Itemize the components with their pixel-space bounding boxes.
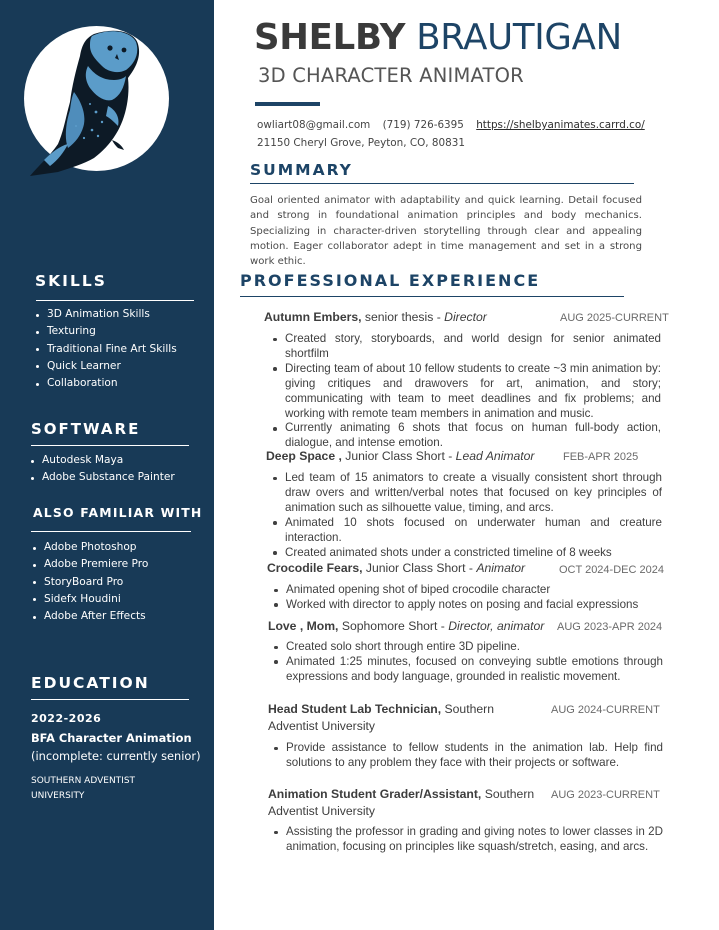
job-context: senior thesis - bbox=[361, 310, 445, 324]
list-item: Animated 1:25 minutes, focused on conveying subtle emotions through expressions and body language, grounded in realistic movement. bbox=[273, 655, 663, 685]
job-header bbox=[267, 561, 525, 575]
job-context: Junior Class Short - bbox=[341, 449, 456, 463]
list-item: Animated 10 shots focused on underwater human and creature interaction. bbox=[272, 516, 662, 546]
list-item: Collaboration bbox=[36, 375, 177, 392]
address: 21150 Cheryl Grove, Peyton, CO, 80831 bbox=[257, 137, 465, 149]
last-name: BRAUTIGAN bbox=[416, 17, 622, 58]
summary-divider bbox=[250, 183, 634, 184]
job-bullets bbox=[273, 583, 665, 613]
job-project: Deep Space , bbox=[266, 449, 342, 463]
job-header bbox=[268, 786, 543, 820]
sidebar bbox=[0, 0, 214, 930]
list-item: Led team of 15 animators to create a visually consistent short through draw overs and written/verbal notes that focused on key principles of animation such as silhouette value, timing, and arcs. bbox=[272, 471, 662, 516]
list-item: Traditional Fine Art Skills bbox=[36, 341, 177, 358]
education-title: EDUCATION bbox=[31, 674, 150, 692]
job-date: OCT 2024-DEC 2024 bbox=[559, 564, 664, 576]
candidate-name bbox=[254, 17, 622, 58]
job-bullets bbox=[272, 332, 661, 451]
job-project: Love , Mom, bbox=[268, 619, 339, 633]
list-item: Quick Learner bbox=[36, 358, 177, 375]
list-item: Adobe After Effects bbox=[33, 608, 148, 625]
list-item: Sidefx Houdini bbox=[33, 591, 148, 608]
summary-title: SUMMARY bbox=[250, 161, 353, 179]
job-bullets bbox=[273, 741, 663, 771]
skills-divider bbox=[36, 300, 194, 301]
profile-photo bbox=[24, 26, 169, 171]
list-item: Worked with director to apply notes on posing and facial expressions bbox=[273, 598, 665, 613]
job-position: Lead Animator bbox=[455, 449, 535, 463]
skills-title: SKILLS bbox=[35, 272, 107, 290]
list-item: Adobe Photoshop bbox=[33, 539, 148, 556]
job-date: AUG 2023-CURRENT bbox=[551, 789, 660, 801]
job-employer: Southern Adventist University bbox=[268, 787, 535, 818]
list-item: StoryBoard Pro bbox=[33, 574, 148, 591]
website-link[interactable]: https://shelbyanimates.carrd.co/ bbox=[476, 119, 645, 131]
job-date: AUG 2025-CURRENT bbox=[560, 312, 669, 324]
job-bullets bbox=[272, 471, 662, 560]
education-divider bbox=[31, 699, 189, 700]
barn-owl-icon bbox=[24, 26, 169, 171]
summary-text: Goal oriented animator with adaptability and quick learning. Detail focused and strong in foundational animation principles and body mechanics. Specializing in character-driven storytelling through clear and appealing motion. Eager collaborator adept in time management and set in a strong work ethic. bbox=[250, 195, 642, 268]
job-bullets bbox=[273, 825, 663, 855]
list-item: Texturing bbox=[36, 323, 177, 340]
education-note: (incomplete: currently senior) bbox=[31, 749, 201, 763]
familiar-list bbox=[33, 539, 148, 625]
list-item: 3D Animation Skills bbox=[36, 306, 177, 323]
job-header bbox=[264, 310, 487, 324]
job-project: Crocodile Fears, bbox=[267, 561, 363, 575]
contact-line bbox=[257, 119, 645, 131]
email[interactable]: owliart08@gmail.com bbox=[257, 119, 371, 131]
job-header bbox=[268, 701, 508, 735]
job-header bbox=[268, 619, 544, 633]
familiar-title: ALSO FAMILIAR WITH bbox=[33, 505, 203, 520]
job-bullets bbox=[273, 640, 663, 685]
list-item: Provide assistance to fellow students in the animation lab. Help find solutions to any problem they face with their projects or software. bbox=[273, 741, 663, 771]
list-item: Currently animating 6 shots that focus on human full-body action, dialogue, and intense emotion. bbox=[272, 421, 661, 451]
education-school: SOUTHERN ADVENTIST UNIVERSITY bbox=[31, 776, 136, 801]
list-item: Animated opening shot of biped crocodile character bbox=[273, 583, 665, 598]
job-date: AUG 2024-CURRENT bbox=[551, 704, 660, 716]
list-item: Assisting the professor in grading and giving notes to lower classes in 2D animation, focusing on principles like squash/stretch, easing, and arcs. bbox=[273, 825, 663, 855]
software-divider bbox=[31, 445, 189, 446]
job-header bbox=[266, 449, 535, 463]
job-title: Animation Student Grader/Assistant, bbox=[268, 787, 482, 801]
education-years: 2022-2026 bbox=[31, 712, 102, 725]
job-position: Animator bbox=[476, 561, 526, 575]
list-item: Adobe Premiere Pro bbox=[33, 556, 148, 573]
software-list bbox=[31, 452, 175, 487]
job-context: Junior Class Short - bbox=[362, 561, 477, 575]
list-item: Adobe Substance Painter bbox=[31, 469, 175, 486]
list-item: Created story, storyboards, and world design for senior animated shortfilm bbox=[272, 332, 661, 362]
job-project: Autumn Embers, bbox=[264, 310, 362, 324]
list-item: Autodesk Maya bbox=[31, 452, 175, 469]
job-position: Director, animator bbox=[448, 619, 545, 633]
job-title: Head Student Lab Technician, bbox=[268, 702, 442, 716]
list-item: Directing team of about 10 fellow students to create ~3 min animation by: giving critiques and drawovers for art, animation, and story; communicating with team to meet deadlines and fix problems; and working with remote team members in animation and music. bbox=[272, 362, 661, 422]
job-position: Director bbox=[444, 310, 487, 324]
familiar-divider bbox=[31, 531, 191, 532]
list-item: Created animated shots under a constricted timeline of 8 weeks bbox=[272, 546, 662, 561]
job-date: FEB-APR 2025 bbox=[563, 451, 639, 463]
first-name: SHELBY bbox=[254, 17, 406, 58]
accent-bar bbox=[255, 102, 320, 106]
job-employer: Southern Adventist University bbox=[268, 702, 494, 733]
education-degree: BFA Character Animation bbox=[31, 731, 192, 745]
experience-title: PROFESSIONAL EXPERIENCE bbox=[240, 271, 541, 290]
job-role: 3D CHARACTER ANIMATOR bbox=[258, 64, 524, 87]
job-date: AUG 2023-APR 2024 bbox=[557, 621, 663, 633]
experience-divider bbox=[240, 296, 624, 297]
skills-list bbox=[36, 306, 177, 392]
job-context: Sophomore Short - bbox=[338, 619, 449, 633]
phone[interactable]: (719) 726-6395 bbox=[382, 119, 464, 131]
list-item: Created solo short through entire 3D pipeline. bbox=[273, 640, 663, 655]
software-title: SOFTWARE bbox=[31, 420, 141, 438]
